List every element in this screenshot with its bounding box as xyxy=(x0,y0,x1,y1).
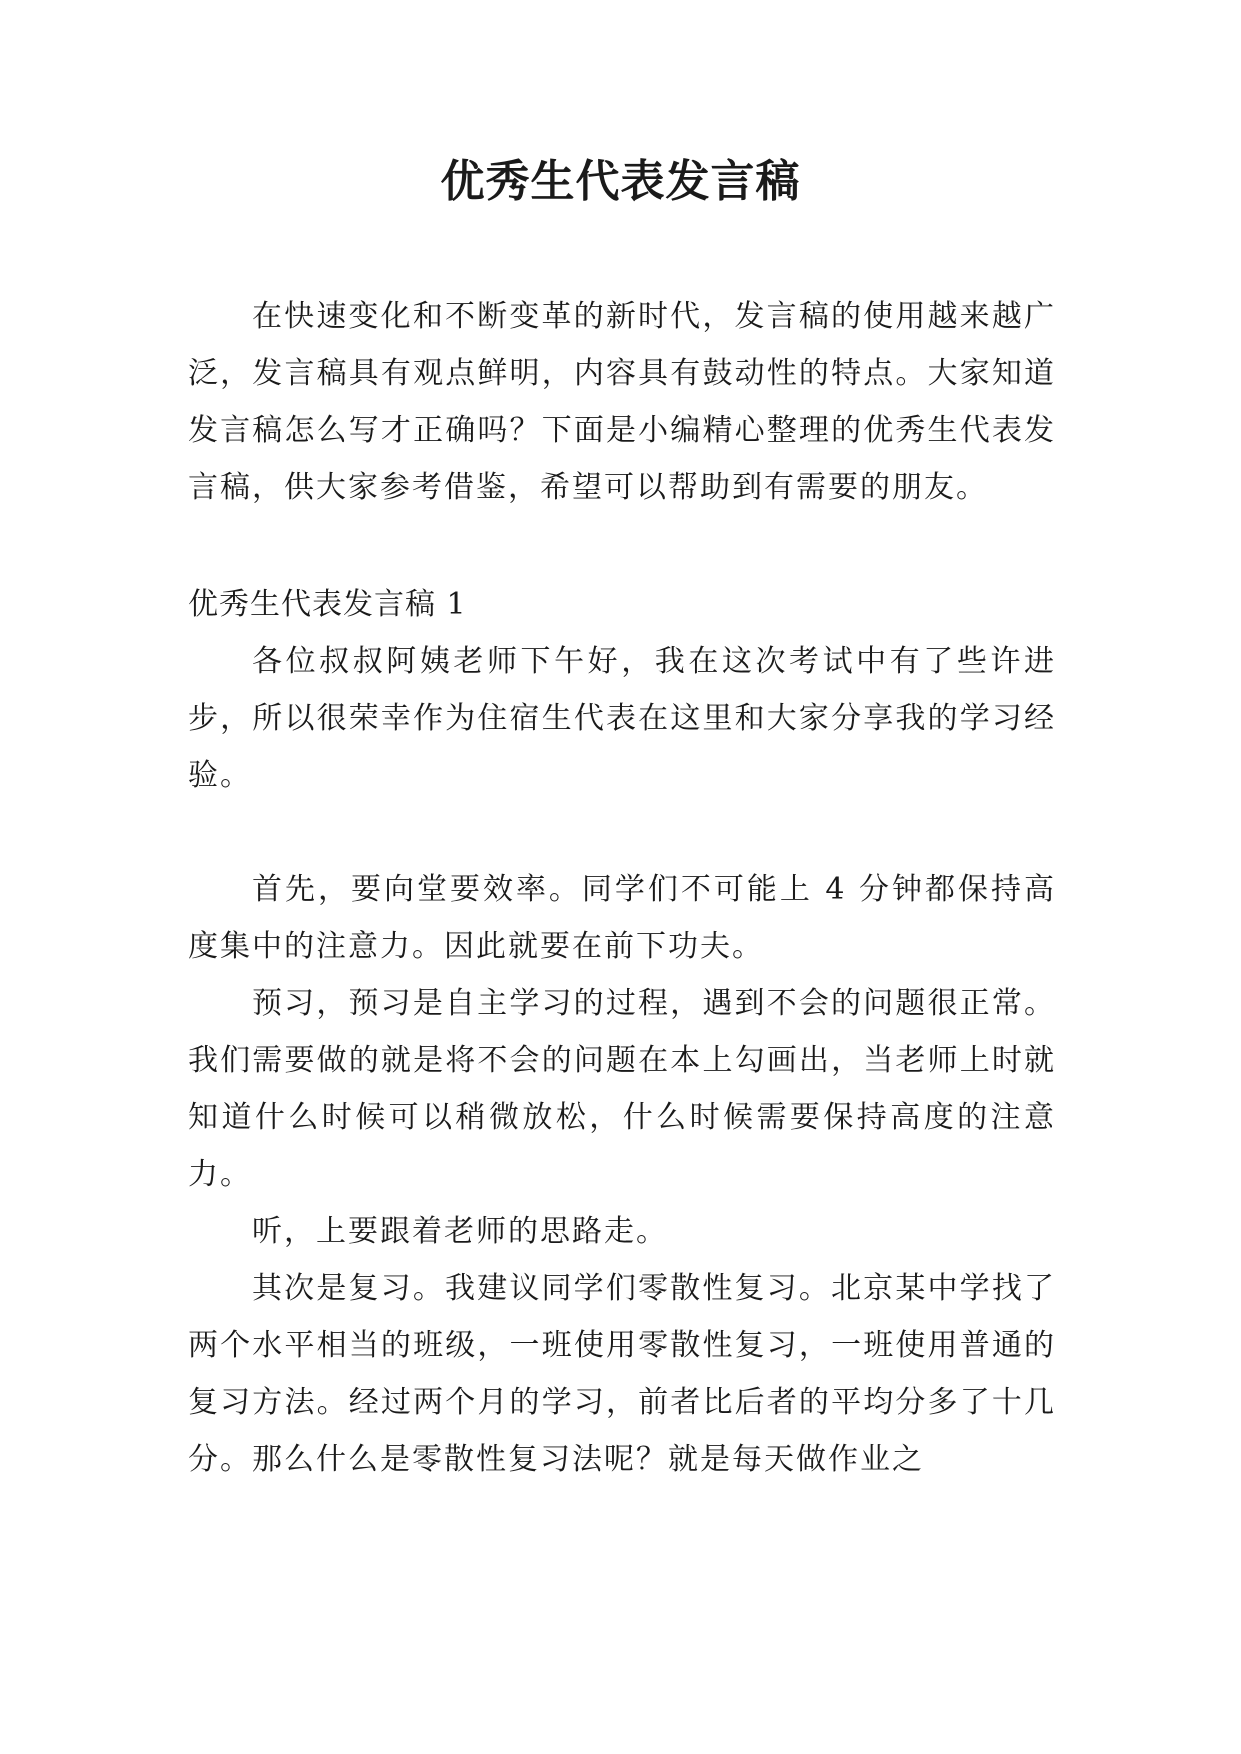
document-body xyxy=(188,288,1056,1488)
body-paragraph: 各位叔叔阿姨老师下午好，我在这次考试中有了些许进步，所以很荣幸作为住宿生代表在这里和大家分享我的学习经验。 xyxy=(188,644,1056,793)
section-heading: 优秀生代表发言稿 1 xyxy=(188,587,467,622)
document-title: 优秀生代表发言稿 xyxy=(440,156,801,207)
body-paragraph: 预习，预习是自主学习的过程，遇到不会的问题很正常。我们需要做的就是将不会的问题在本上勾画出，当老师上时就知道什么时候可以稍微放松，什么时候需要保持高度的注意力。 xyxy=(188,986,1056,1192)
body-paragraph: 其次是复习。我建议同学们零散性复习。北京某中学找了两个水平相当的班级，一班使用零散性复习，一班使用普通的复习方法。经过两个月的学习，前者比后者的平均分多了十几分。那么什么是零散性复习法呢？就是每天做作业之 xyxy=(188,1271,1056,1477)
body-paragraph: 首先，要向堂要效率。同学们不可能上 4 分钟都保持高度集中的注意力。因此就要在前下功夫。 xyxy=(188,872,1056,964)
intro-paragraph: 在快速变化和不断变革的新时代，发言稿的使用越来越广泛，发言稿具有观点鲜明，内容具有鼓动性的特点。大家知道发言稿怎么写才正确吗？下面是小编精心整理的优秀生代表发言稿，供大家参考借鉴，希望可以帮助到有需要的朋友。 xyxy=(188,299,1056,505)
body-paragraph: 听，上要跟着老师的思路走。 xyxy=(252,1214,668,1249)
